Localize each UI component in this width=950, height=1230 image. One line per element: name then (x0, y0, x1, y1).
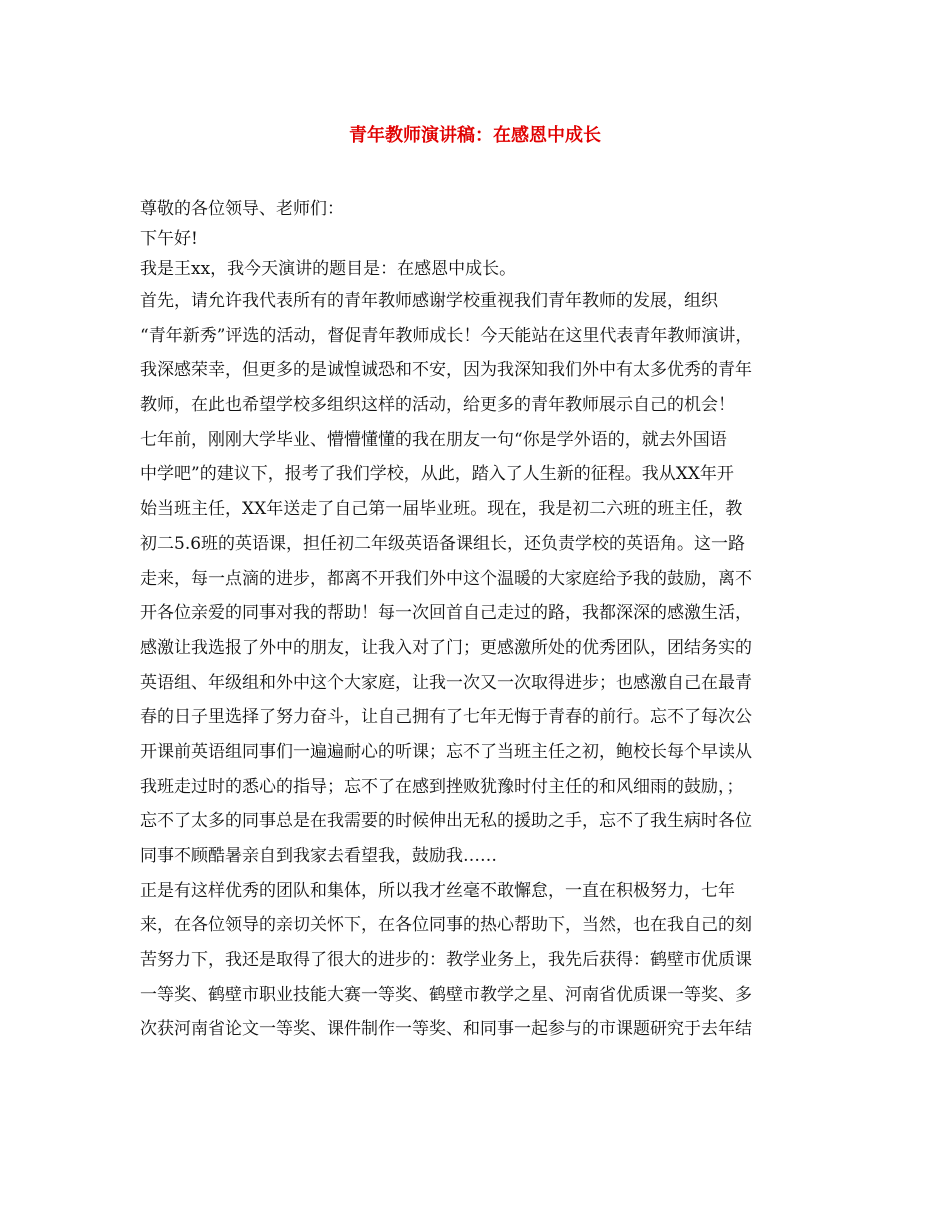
paragraph-line: 我深感荣幸，但更多的是诚惶诚恐和不安，因为我深知我们外中有太多优秀的青年 (140, 360, 752, 381)
paragraph-line: 七年前，刚刚大学毕业、懵懵懂懂的我在朋友一句“你是学外语的，就去外国语 (140, 429, 727, 450)
paragraph-line: 尊敬的各位领导、老师们： (140, 199, 344, 219)
paragraph-line: 始当班主任，XX年送走了自己第一届毕业班。现在，我是初二六班的班主任，教 (140, 499, 743, 520)
paragraph-line: 下午好! (140, 229, 198, 249)
paragraph-line: 英语组、年级组和外中这个大家庭，让我一次又一次取得进步；也感激自己在最青 (140, 672, 752, 693)
paragraph-line: 我班走过时的悉心的指导；忘不了在感到挫败犹豫时付主任的和风细雨的鼓励，； (140, 776, 744, 797)
paragraph-line: 中学吧”的建议下，报考了我们学校，从此，踏入了人生新的征程。我从XX年开 (140, 464, 734, 485)
document-body (140, 194, 830, 1047)
paragraph-line: 走来，每一点滴的进步，都离不开我们外中这个温暖的大家庭给予我的鼓励，离不 (140, 568, 752, 589)
paragraph-line: 教师，在此也希望学校多组织这样的活动，给更多的青年教师展示自己的机会！ (140, 395, 735, 416)
paragraph-line: 春的日子里选择了努力奋斗，让自己拥有了七年无悔于青春的前行。忘不了每次公 (140, 707, 752, 728)
paragraph-line: 次获河南省论文一等奖、课件制作一等奖、和同事一起参与的市课题研究于去年结 (140, 1019, 752, 1040)
paragraph-line: “青年新秀”评选的活动，督促青年教师成长！今天能站在这里代表青年教师演讲， (140, 325, 753, 346)
paragraph-line: 开各位亲爱的同事对我的帮助！每一次回首自己走过的路，我都深深的感激生活， (140, 603, 752, 624)
paragraph-line: 感激让我选报了外中的朋友，让我入对了门；更感激所处的优秀团队，团结务实的 (140, 637, 752, 658)
paragraph-line: 同事不顾酷暑亲自到我家去看望我，鼓励我…… (140, 846, 497, 866)
paragraph-line: 来，在各位领导的亲切关怀下，在各位同事的热心帮助下，当然，也在我自己的刻 (140, 915, 752, 936)
paragraph-line: 我是王xx，我今天演讲的题目是：在感恩中成长。 (140, 259, 517, 279)
paragraph-line: 正是有这样优秀的团队和集体，所以我才丝毫不敢懈怠，一直在积极努力，七年 (140, 880, 735, 901)
paragraph-line: 一等奖、鹤壁市职业技能大赛一等奖、鹤壁市教学之星、河南省优质课一等奖、多 (140, 984, 752, 1005)
paragraph-line: 首先，请允许我代表所有的青年教师感谢学校重视我们青年教师的发展，组织 (140, 291, 718, 311)
paragraph-line: 初二5.6班的英语课，担任初二年级英语备课组长，还负责学校的英语角。这一路 (140, 533, 746, 554)
paragraph-line: 忘不了太多的同事总是在我需要的时候伸出无私的援助之手，忘不了我生病时各位 (140, 811, 752, 832)
document-title: 青年教师演讲稿：在感恩中成长 (349, 125, 601, 146)
paragraph-line: 苦努力下，我还是取得了很大的进步的：教学业务上，我先后获得：鹤壁市优质课 (140, 950, 752, 971)
paragraph-line: 开课前英语组同事们一遍遍耐心的听课；忘不了当班主任之初，鲍校长每个早读从 (140, 741, 752, 762)
